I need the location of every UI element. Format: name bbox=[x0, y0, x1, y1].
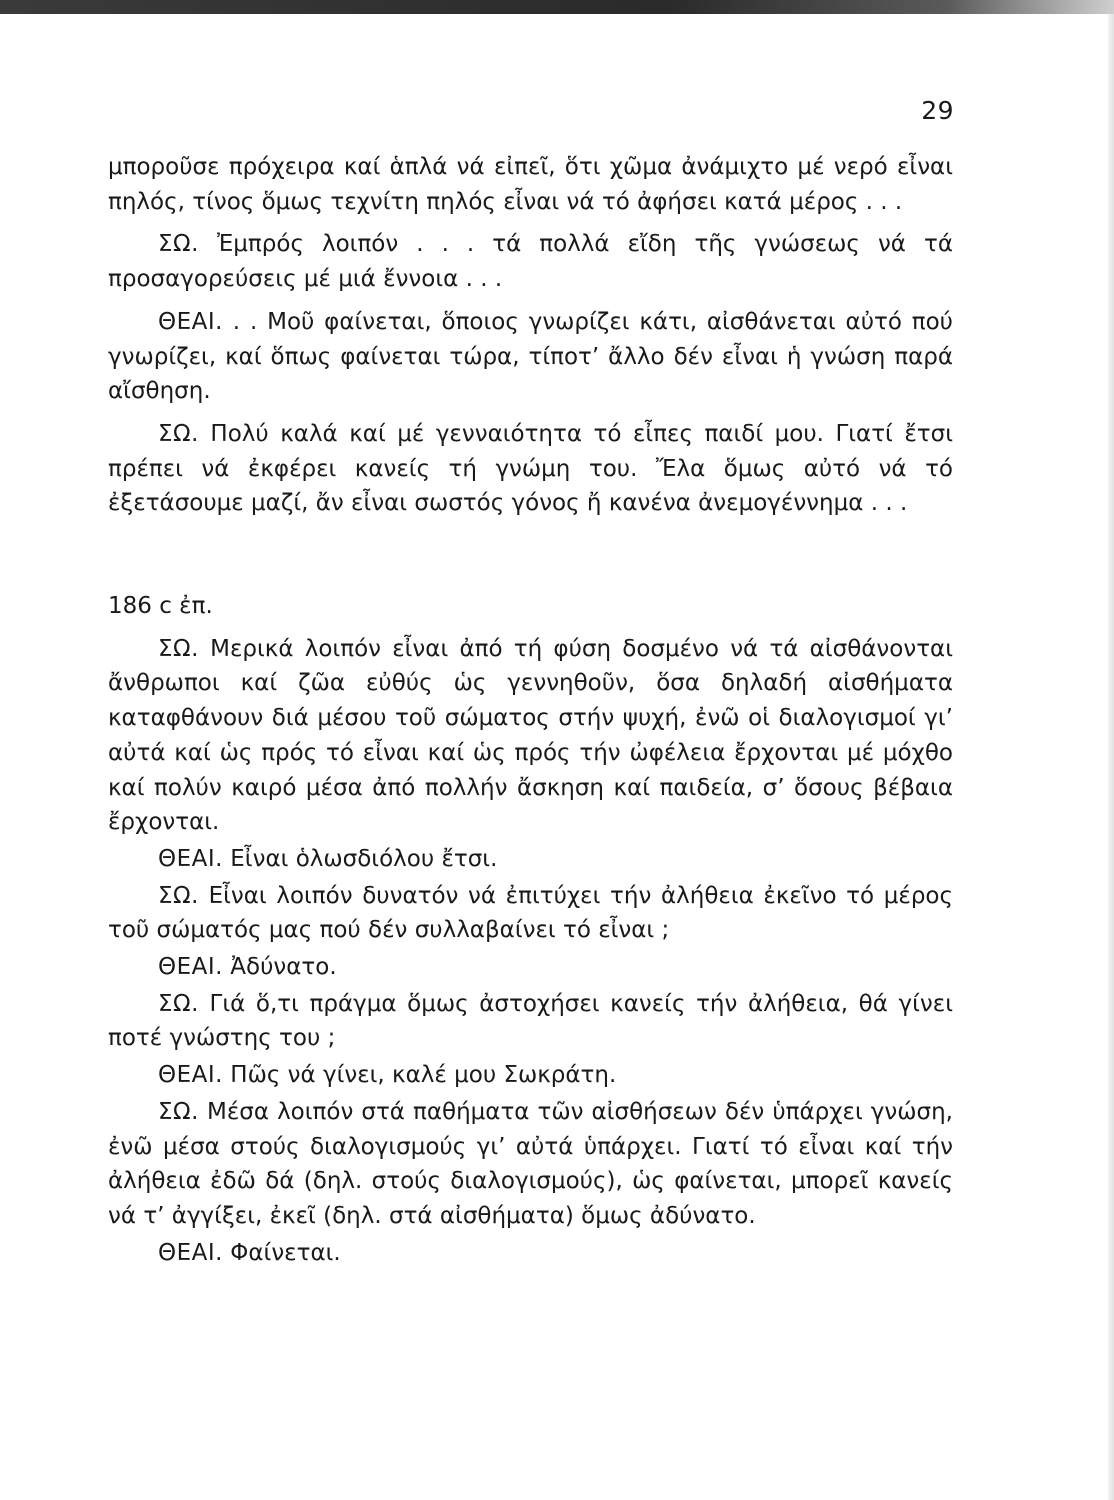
page-body bbox=[108, 150, 953, 1272]
speaker-label: ΘΕΑΙ. bbox=[158, 845, 223, 872]
section-reference: 186 c ἐπ. bbox=[108, 593, 213, 620]
dialogue-paragraph bbox=[108, 1236, 953, 1271]
dialogue-paragraph bbox=[108, 1058, 953, 1093]
dialogue-paragraph bbox=[108, 417, 953, 521]
speaker-label: ΣΩ. bbox=[158, 1098, 199, 1125]
paragraph-text: Γιά ὅ,τι πράγμα ὅμως ἀστοχήσει κανείς τήν ἀλήθεια, θά γίνει ποτέ γνώστης του ; bbox=[108, 990, 953, 1052]
dialogue-paragraph bbox=[108, 1095, 953, 1234]
paragraph-text: Εἶναι ὁλωσδιόλου ἔτσι. bbox=[222, 845, 498, 872]
speaker-label: ΣΩ. bbox=[158, 990, 199, 1017]
paragraph-text: . . Μοῦ φαίνεται, ὅποιος γνωρίζει κάτι, αἰσθάνεται αὐτό πού γνωρίζει, καί ὅπως φαίνεται τώρα, τίποτ’ ἄλλο δέν εἶναι ἡ γνώση παρά αἴσθηση. bbox=[108, 308, 953, 405]
scan-top-edge bbox=[0, 0, 1114, 14]
paragraph-text: Φαίνεται. bbox=[222, 1239, 341, 1266]
speaker-label: ΘΕΑΙ. bbox=[158, 308, 223, 335]
paragraph-text: Πῶς νά γίνει, καλέ μου Σωκράτη. bbox=[222, 1062, 617, 1089]
paragraph-text: Μερικά λοιπόν εἶναι ἀπό τή φύση δοσμένο νά τά αἰσθάνονται ἄνθρωποι καί ζῶα εὐθύς ὡς γεννηθοῦν, ὅσα δηλαδή αἰσθήματα καταφθάνουν διά μέσου τοῦ σώματος στήν ψυχή, ἐνῶ οἱ διαλογισμοί γι’ αὐτά καί ὡς πρός τό εἶναι καί ὡς πρός τήν ὠφέλεια ἔρχονται μέ μόχθο καί πολύν καιρό μέσα ἀπό πολλήν ἄσκηση καί παιδεία, σ’ ὅσους βέβαια ἔρχονται. bbox=[108, 635, 953, 836]
dialogue-paragraph bbox=[108, 842, 953, 877]
dialogue-paragraph bbox=[108, 227, 953, 296]
speaker-label: ΘΕΑΙ. bbox=[158, 1239, 223, 1266]
paragraph-continuation bbox=[108, 150, 953, 219]
speaker-label: ΘΕΑΙ. bbox=[158, 1062, 223, 1089]
speaker-label: ΣΩ. bbox=[158, 882, 199, 909]
paragraph-text: Μέσα λοιπόν στά παθήματα τῶν αἰσθήσεων δέν ὑπάρχει γνώση, ἐνῶ μέσα στούς διαλογισμούς γι’ αὐτά ὑπάρχει. Γιατί τό εἶναι καί τήν ἀλήθεια ἐδῶ δά (δηλ. στούς διαλογισμούς), ὡς φαίνεται, μπορεῖ κανείς νά τ’ ἀγγίξει, ἐκεῖ (δηλ. στά αἰσθήματα) ὅμως ἀδύνατο. bbox=[108, 1098, 953, 1229]
scan-right-edge bbox=[1108, 14, 1114, 1500]
speaker-label: ΣΩ. bbox=[158, 635, 199, 662]
dialogue-paragraph bbox=[108, 987, 953, 1056]
speaker-label: ΣΩ. bbox=[158, 420, 199, 447]
dialogue-paragraph bbox=[108, 632, 953, 840]
paragraph-text: Εἶναι λοιπόν δυνατόν νά ἐπιτύχει τήν ἀλήθεια ἐκεῖνο τό μέρος τοῦ σώματός μας πού δέν συλλαβαίνει τό εἶναι ; bbox=[108, 882, 953, 944]
dialogue-paragraph bbox=[108, 305, 953, 409]
paragraph-text: Ἐμπρός λοιπόν . . . τά πολλά εἴδη τῆς γνώσεως νά τά προσαγορεύσεις μέ μιά ἔννοια . . . bbox=[108, 231, 953, 293]
paragraph-text: Ἀδύνατο. bbox=[222, 954, 337, 981]
speaker-label: ΘΕΑΙ. bbox=[158, 954, 223, 981]
dialogue-paragraph bbox=[108, 879, 953, 948]
speaker-label: ΣΩ. bbox=[158, 231, 199, 258]
paragraph-text: μποροῦσε πρόχειρα καί ἁπλά νά εἰπεῖ, ὅτι χῶμα ἀνάμιχτο μέ νερό εἶναι πηλός, τίνος ὅμως τεχνίτη πηλός εἶναι νά τό ἀφήσει κατά μέρος . . . bbox=[108, 154, 953, 215]
page-number: 29 bbox=[921, 96, 954, 125]
dialogue-paragraph bbox=[108, 950, 953, 985]
paragraph-text: Πολύ καλά καί μέ γενναιότητα τό εἶπες παιδί μου. Γιατί ἔτσι πρέπει νά ἐκφέρει κανείς τή γνώμη του. Ἔλα ὅμως αὐτό νά τό ἐξετάσουμε μαζί, ἄν εἶναι σωστός γόνος ἤ κανένα ἀνεμογέννημα . . . bbox=[108, 420, 953, 517]
